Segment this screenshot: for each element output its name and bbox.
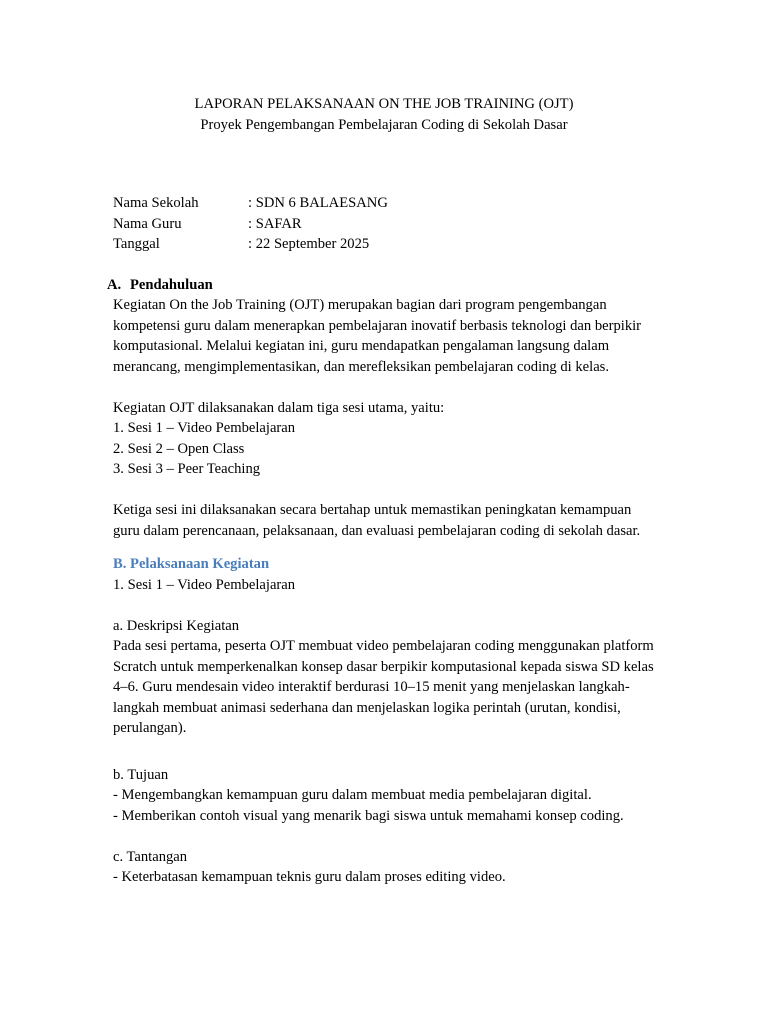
section-b-heading: B. Pelaksanaan Kegiatan: [113, 556, 270, 572]
info-label: Tanggal: [113, 236, 160, 252]
description-paragraph: Pada sesi pertama, peserta OJT membuat video pembelajaran coding menggunakan platform Scratch untuk memperkenalkan konsep dasar berpikir komputasional kepada siswa SD kelas 4–6. Guru mendesain video interaktif berdurasi 10–15 menit yang menjelaskan langkah-langkah membuat animasi sederhana dan menjelaskan logika perintah (urutan, kondisi, perulangan).: [113, 638, 654, 736]
list-item: 2. Sesi 2 – Open Class: [113, 440, 245, 457]
info-value: : 22 September 2025: [248, 236, 370, 252]
list-item: - Keterbatasan kemampuan teknis guru dalam proses editing video.: [113, 869, 506, 885]
spacer: [113, 739, 658, 765]
title-block: [0, 94, 768, 135]
list-item: 3. Sesi 3 – Peer Teaching: [113, 461, 261, 477]
goals-list: [113, 785, 658, 826]
list-item: 1. Sesi 1 – Video Pembelajaran: [113, 420, 296, 436]
goals-heading: b. Tujuan: [113, 766, 169, 783]
spacer: [113, 541, 658, 554]
section-a-letter: A.: [107, 276, 122, 293]
intro-paragraph: Kegiatan On the Job Training (OJT) merupakan bagian dari program pengembangan kompetensi guru dalam menerapkan pembelajaran inovatif berbasis teknologi dan berpikir komputasional. Melalui kegiatan ini, guru mendapatkan pengalaman langsung dalam merancang, mengimplementasikan, dan merefleksikan pembelajaran coding di kelas.: [113, 297, 642, 375]
description-heading: a. Deskripsi Kegiatan: [113, 617, 240, 634]
info-row-school: [113, 193, 658, 214]
session1-title: 1. Sesi 1 – Video Pembelajaran: [113, 576, 296, 593]
spacer: [113, 377, 658, 398]
info-row-date: [113, 234, 658, 255]
spacer: [113, 595, 658, 616]
section-a-title: Pendahuluan: [130, 276, 213, 293]
info-label: Nama Guru: [113, 215, 182, 232]
info-label: Nama Sekolah: [113, 195, 199, 211]
challenges-list: [113, 867, 658, 888]
sessions-list: [113, 418, 658, 480]
closing-paragraph: Ketiga sesi ini dilaksanakan secara bertahap untuk memastikan peningkatan kemampuan guru dalam perencanaan, pelaksanaan, dan evaluasi pembelajaran coding di sekolah dasar.: [113, 502, 641, 539]
report-title: LAPORAN PELAKSANAAN ON THE JOB TRAINING (OJT): [194, 96, 574, 112]
report-subtitle: Proyek Pengembangan Pembelajaran Coding di Sekolah Dasar: [200, 116, 568, 133]
info-value: : SAFAR: [248, 215, 302, 232]
section-a-heading: [107, 275, 658, 296]
info-table: [113, 193, 658, 255]
info-row-teacher: [113, 214, 658, 235]
challenges-heading: c. Tantangan: [113, 848, 188, 865]
document-body: [107, 193, 658, 888]
list-item: - Mengembangkan kemampuan guru dalam membuat media pembelajaran digital.: [113, 787, 592, 803]
spacer: [113, 480, 658, 501]
sessions-intro: Kegiatan OJT dilaksanakan dalam tiga sesi utama, yaitu:: [113, 399, 445, 416]
spacer: [113, 826, 658, 847]
info-value: : SDN 6 BALAESANG: [248, 195, 388, 211]
list-item: - Memberikan contoh visual yang menarik bagi siswa untuk memahami konsep coding.: [113, 807, 624, 824]
